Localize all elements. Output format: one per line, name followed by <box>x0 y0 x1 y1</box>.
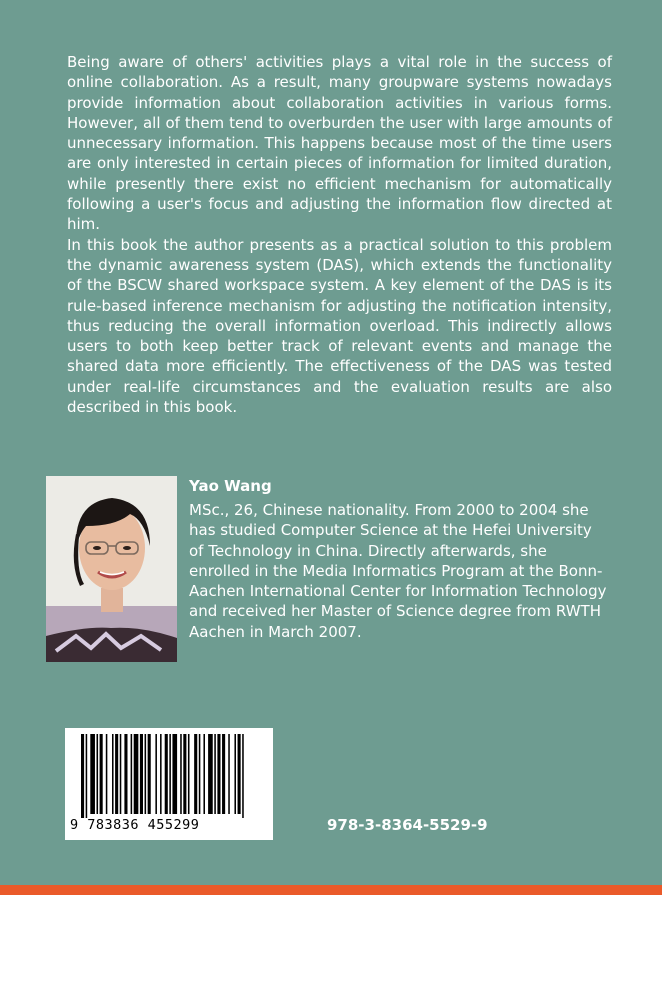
barcode-bar <box>145 734 147 814</box>
barcode-bar <box>208 734 213 814</box>
barcode-bar <box>214 734 216 814</box>
barcode-bar <box>120 734 122 814</box>
barcode-bar <box>140 734 143 814</box>
barcode-bar <box>124 734 127 814</box>
isbn-number: 978-3-8364-5529-9 <box>327 816 488 834</box>
barcode-bar <box>242 734 244 818</box>
barcode-bar <box>115 734 118 814</box>
barcode-bar <box>106 734 108 814</box>
author-bio: MSc., 26, Chinese nationality. From 2000 to 2004 she has studied Computer Science at the Hefei University of Technology in China. Directly afterwards, she enrolled in the Media Informatics Program at the Bonn-Aachen International Center for Information Technology and received her Master of Science degree from RWTH Aachen in March 2007. <box>189 501 607 641</box>
barcode-bar <box>100 734 103 814</box>
author-photo <box>46 476 177 662</box>
barcode-bar <box>222 734 225 814</box>
barcode-bar <box>199 734 201 814</box>
barcode-bars <box>65 728 273 818</box>
description-paragraph-1: Being aware of others' activities plays a vital role in the success of online collaboration. As a result, many groupware systems nowadays provide information about collaboration activities in various forms. However, all of them tend to overburden the user with large amounts of unnecessary information. This happens because most of the time users are only interested in certain pieces of information for limited duration, while presently there exist no efficient mechanism for automatically following a user's focus and adjusting the information flow directed at him. <box>67 53 612 234</box>
barcode-bar <box>155 734 157 814</box>
barcode-bar <box>183 734 186 814</box>
barcode-bar <box>148 734 151 814</box>
barcode-bar <box>86 734 88 818</box>
barcode-bar <box>134 734 139 814</box>
barcode-bar <box>90 734 95 814</box>
barcode-bar <box>188 734 190 814</box>
description-paragraph-2: In this book the author presents as a practical solution to this problem the dynamic awareness system (DAS), which extends the functionality of the BSCW shared workspace system. A key element of the DAS is its rule-based inference mechanism for adjusting the notification intensity, thus reducing the overall information overload. This indirectly allows users to both keep better track of relevant events and manage the shared data more efficiently. The effectiveness of the DAS was tested under real-life circumstances and the evaluation results are also described in this book. <box>67 235 612 417</box>
barcode-bar <box>194 734 197 814</box>
barcode-bar <box>165 734 168 814</box>
book-description <box>67 52 612 417</box>
barcode-bar <box>238 734 241 814</box>
barcode-bar <box>160 734 162 814</box>
barcode-bar <box>180 734 182 814</box>
barcode-bar <box>131 734 133 814</box>
barcode-bar <box>169 734 171 814</box>
isbn-barcode <box>65 728 273 840</box>
author-name: Yao Wang <box>189 477 272 495</box>
barcode-bar <box>228 734 230 814</box>
barcode-digits: 9 783836 455299 <box>70 817 200 833</box>
barcode-bar <box>112 734 114 814</box>
barcode-bar <box>217 734 220 814</box>
accent-stripe <box>0 885 662 895</box>
barcode-bar <box>97 734 99 814</box>
barcode-bar <box>234 734 236 814</box>
barcode-bar <box>172 734 177 814</box>
barcode-bar <box>81 734 84 818</box>
barcode-bar <box>203 734 205 814</box>
